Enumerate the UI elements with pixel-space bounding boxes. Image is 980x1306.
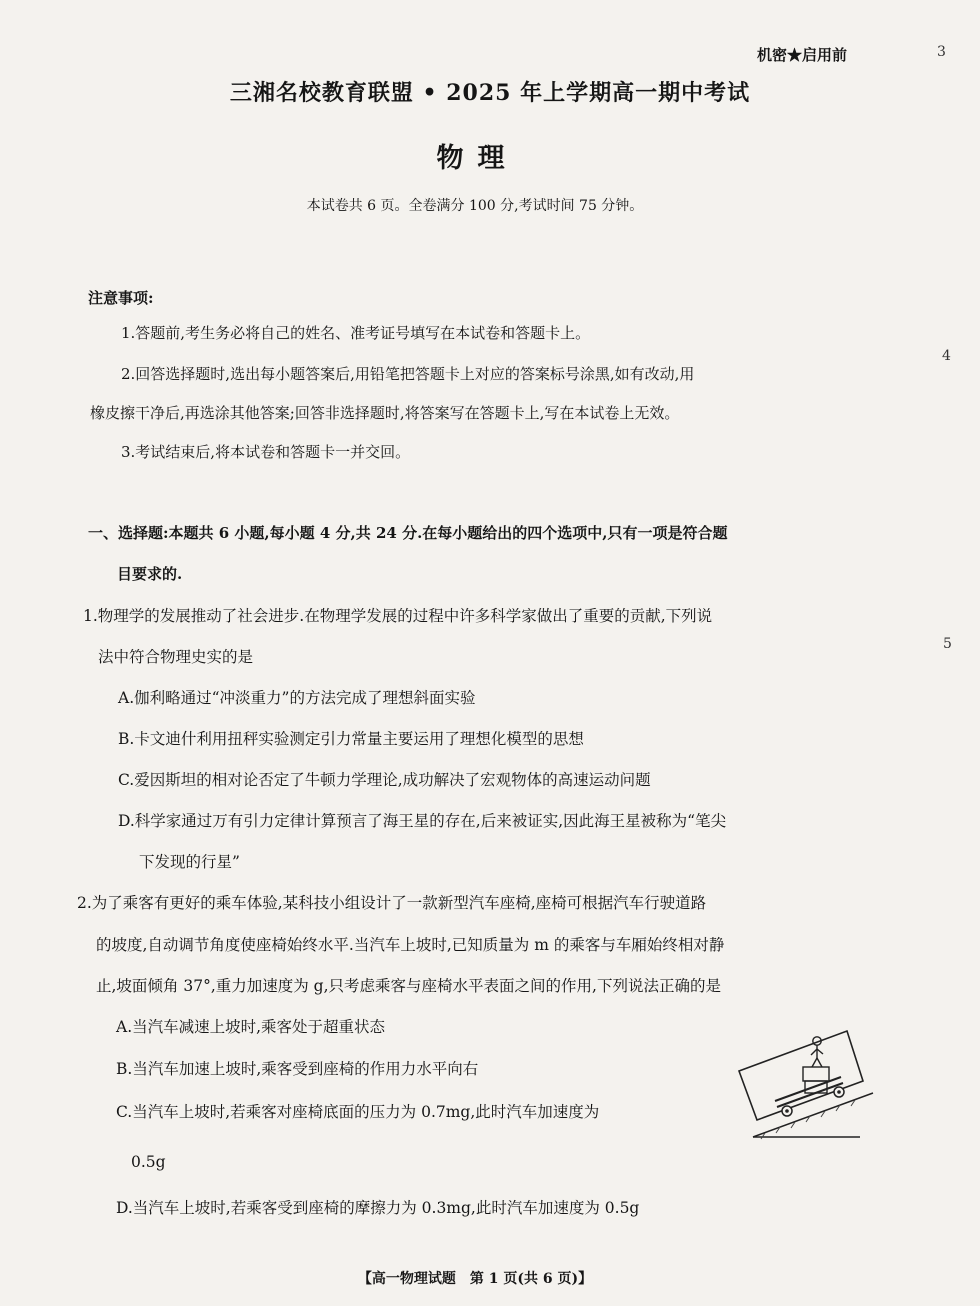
question-2-option-c: C.当汽车上坡时,若乘客对座椅底面的压力为 0.7mg,此时汽车加速度为 [116,1103,600,1121]
section-heading: 一、选择题:本题共 6 小题,每小题 4 分,共 24 分.在每小题给出的四个选项中,只有一项是符合题 [88,524,728,542]
page-footer: 【高一物理试题 第 1 页(共 6 页)】 [357,1271,593,1287]
question-2-option-c-cont: 0.5g [131,1153,166,1171]
car-on-slope-figure [735,1025,875,1145]
car-body [739,1031,863,1120]
edge-page-mark: 3 [937,44,946,60]
question-2-stem: 的坡度,自动调节角度使座椅始终水平.当汽车上坡时,已知质量为 m 的乘客与车厢始终相对静 [96,936,725,954]
question-1-option-d-cont: 下发现的行星” [139,853,240,871]
exam-info: 本试卷共 6 页。全卷满分 100 分,考试时间 75 分钟。 [306,198,644,214]
question-1-stem: 法中符合物理史实的是 [98,648,254,666]
edge-page-mark: 4 [942,348,951,364]
question-1-stem: 1.物理学的发展推动了社会进步.在物理学发展的过程中许多科学家做出了重要的贡献,下列说 [83,607,713,625]
note-item: 橡皮擦干净后,再选涂其他答案;回答非选择题时,将答案写在答题卡上,写在本试卷上无效。 [90,404,680,422]
notes-heading: 注意事项: [88,289,154,307]
question-2-option-b: B.当汽车加速上坡时,乘客受到座椅的作用力水平向右 [116,1060,479,1078]
question-2-option-d: D.当汽车上坡时,若乘客受到座椅的摩擦力为 0.3mg,此时汽车加速度为 0.5g [116,1199,640,1217]
slope-hatching [761,1100,855,1139]
edge-page-mark: 5 [943,636,952,652]
question-2-option-a: A.当汽车减速上坡时,乘客处于超重状态 [116,1018,386,1036]
wheel-icon [782,1106,792,1116]
question-1-option-a: A.伽利略通过“冲淡重力”的方法完成了理想斜面实验 [118,689,476,707]
wheel-icon [834,1087,844,1097]
section-heading-cont: 目要求的. [117,565,183,583]
confidential-label: 机密★启用前 [757,46,848,64]
question-1-option-b: B.卡文迪什利用扭秤实验测定引力常量主要运用了理想化模型的思想 [118,730,584,748]
question-2-stem: 止,坡面倾角 37°,重力加速度为 g,只考虑乘客与座椅水平表面之间的作用,下列说法正确的是 [96,977,721,995]
note-item: 1.答题前,考生务必将自己的姓名、准考证号填写在本试卷和答题卡上。 [121,324,591,342]
subject-title: 物理 [436,143,519,174]
question-1-option-c: C.爱因斯坦的相对论否定了牛顿力学理论,成功解决了宏观物体的高速运动问题 [118,771,651,789]
note-item: 2.回答选择题时,选出每小题答案后,用铅笔把答题卡上对应的答案标号涂黑,如有改动,用 [121,365,695,383]
question-1-option-d: D.科学家通过万有引力定律计算预言了海王星的存在,后来被证实,因此海王星被称为“笔尖 [118,812,727,830]
question-2-stem: 2.为了乘客有更好的乘车体验,某科技小组设计了一款新型汽车座椅,座椅可根据汽车行驶道路 [77,894,707,912]
note-item: 3.考试结束后,将本试卷和答题卡一并交回。 [121,443,411,461]
exam-title: 三湘名校教育联盟 • 2025 年上学期高一期中考试 [229,80,751,106]
